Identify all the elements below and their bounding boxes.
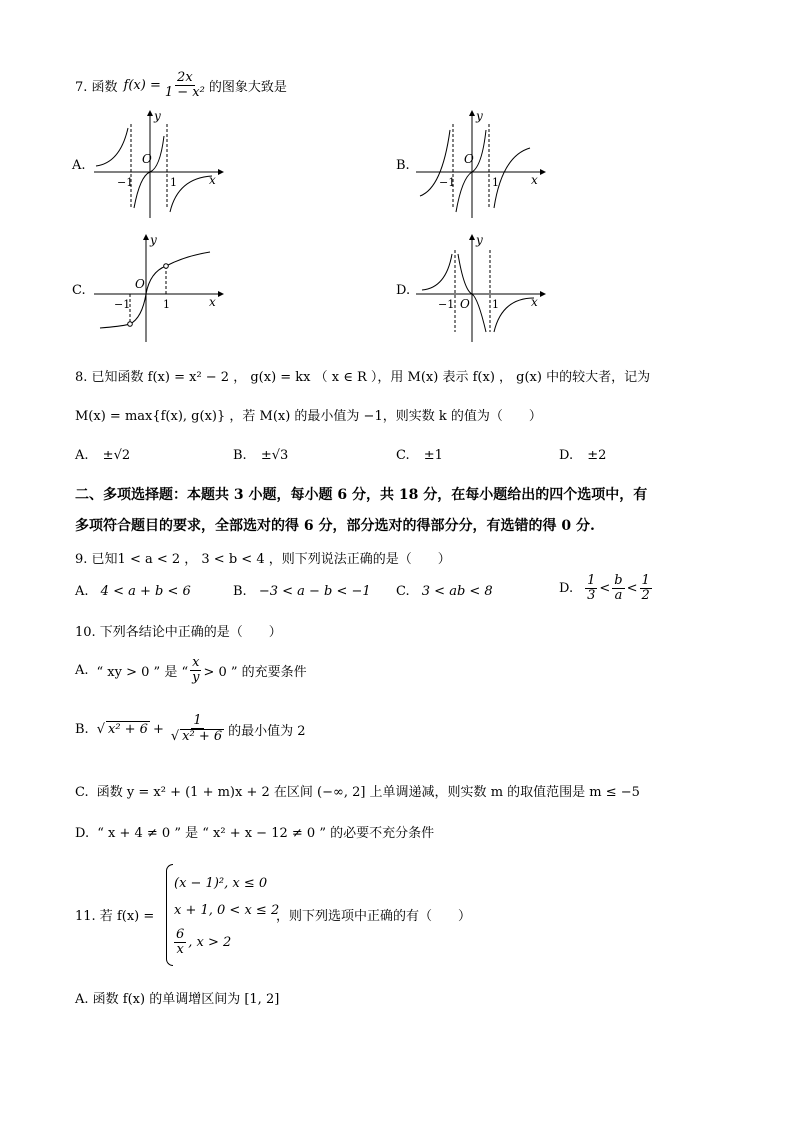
q10-b-frac-num: 1 — [193, 713, 202, 728]
section2-heading-line2: 多项符合题目的要求，全部选对的得 6 分，部分选对的得部分分，有选错的得 0 分. — [75, 518, 595, 534]
q8-option-b-label: B. — [233, 448, 247, 463]
q9-d-frac1 — [585, 574, 597, 603]
q9-option-a-label: A. — [75, 584, 89, 599]
q7-d-tick-neg: −1 — [438, 298, 455, 311]
q9-d-frac3 — [640, 574, 652, 603]
q10-option-c[interactable] — [75, 781, 640, 800]
q10-b-plus: + — [152, 721, 164, 737]
q7-b-origin: O — [464, 152, 474, 166]
q10-a-label: A. — [75, 663, 89, 678]
q7-f-lhs: f(x) = — [123, 77, 161, 93]
q10-c-text: 函数 y = x² + (1 + m)x + 2 在区间 (−∞, 2] 上单调递减，则实数 m 的取值范围是 m ≤ −5 — [96, 785, 640, 800]
section2-heading-line1: 二、多项选择题：本题共 3 小题，每小题 6 分，共 18 分，在每小题给出的四个选项中，有 — [75, 487, 648, 503]
q7-prefix: 7. 函数 — [75, 79, 118, 95]
q8-option-a[interactable] — [75, 448, 130, 463]
q7-graph-b — [412, 108, 547, 220]
q11-case3-frac — [174, 928, 186, 957]
q7-fraction — [163, 71, 207, 100]
q11-case2: x + 1, 0 < x ≤ 2 — [174, 903, 280, 918]
q7-graph-d — [412, 232, 547, 344]
q10-a-frac — [190, 656, 201, 685]
q9-option-d[interactable] — [559, 574, 654, 603]
q7-b-tick-pos: 1 — [492, 176, 499, 189]
q10-b-frac — [169, 714, 226, 744]
q9-option-c-text: 3 < ab < 8 — [421, 584, 493, 599]
q8-option-d[interactable] — [559, 448, 606, 463]
q7-d-x-axis-label: x — [531, 295, 538, 309]
q7-b-y-axis-label: y — [476, 109, 483, 123]
q10-b-frac-den: x² + 6 — [182, 729, 223, 744]
q7-stem — [75, 68, 287, 102]
q7-a-x-axis-label: x — [209, 173, 216, 187]
q9-d-frac1-num: 1 — [587, 573, 596, 588]
q7-option-b-label[interactable]: B. — [396, 158, 410, 173]
q8-stem-line1: 8. 已知函数 f(x) = x² − 2 ， g(x) = kx （ x ∈ R ），用 M(x) 表示 f(x) ， g(x) 中的较大者，记为 — [75, 370, 651, 385]
q10-a-post: > 0 ” 的充要条件 — [203, 665, 307, 680]
q9-option-b-label: B. — [233, 584, 247, 599]
q9-option-d-label: D. — [559, 581, 574, 596]
q7-a-y-axis-label: y — [154, 109, 161, 123]
q9-option-b-text: −3 < a − b < −1 — [258, 584, 371, 599]
q11-case1: (x − 1)², x ≤ 0 — [174, 876, 268, 891]
q11-case3-cond: , x > 2 — [188, 935, 232, 950]
q10-d-text: “ x + 4 ≠ 0 ” 是 “ x² + x − 12 ≠ 0 ” 的必要不充分条件 — [97, 826, 435, 841]
q9-option-a[interactable] — [75, 584, 191, 599]
q9-option-c[interactable] — [396, 584, 493, 599]
q11-option-a[interactable]: A. 函数 f(x) 的单调增区间为 [1, 2] — [75, 992, 280, 1007]
q9-d-frac2 — [612, 574, 624, 603]
q7-c-x-axis-label: x — [209, 295, 216, 309]
q10-b-sqrt1: x² + 6 — [107, 722, 148, 737]
q7-suffix: 的图象大致是 — [208, 79, 287, 95]
q7-option-d-label[interactable]: D. — [396, 283, 411, 298]
q8-option-d-label: D. — [559, 448, 574, 463]
q9-option-a-text: 4 < a + b < 6 — [100, 584, 191, 599]
q10-c-label: C. — [75, 785, 89, 800]
q9-d-frac3-num: 1 — [641, 573, 650, 588]
q8-option-b-text: ±√3 — [260, 448, 289, 463]
q9-d-frac2-num: b — [614, 573, 623, 588]
q11-suffix: ，则下列选项中正确的有（ ） — [276, 909, 472, 924]
q9-d-frac1-den: 3 — [587, 588, 596, 603]
q10-option-a[interactable] — [75, 656, 307, 685]
q7-a-tick-neg: −1 — [117, 176, 134, 189]
q7-frac-num: 2x — [177, 69, 193, 85]
q8-option-c-label: C. — [396, 448, 410, 463]
q10-a-pre: “ xy > 0 ” 是 “ — [96, 665, 189, 680]
q7-d-y-axis-label: y — [476, 233, 483, 247]
q7-a-origin: O — [142, 152, 152, 166]
q9-d-frac3-den: 2 — [641, 588, 650, 603]
q11-case3-den: x — [176, 942, 184, 957]
q10-option-d[interactable] — [75, 822, 434, 841]
q7-c-tick-pos: 1 — [163, 298, 170, 311]
q11-case3 — [172, 928, 231, 957]
q9-option-c-label: C. — [396, 584, 410, 599]
q8-option-d-text: ±2 — [587, 448, 607, 463]
q10-option-b[interactable] — [75, 714, 306, 744]
q7-option-c-label[interactable]: C. — [72, 283, 86, 298]
q8-stem-line2: M(x) = max{f(x), g(x)} ，若 M(x) 的最小值为 −1，则实数 k 的值为（ ） — [75, 409, 542, 424]
q10-b-post: 的最小值为 2 — [228, 723, 306, 739]
q10-b-label: B. — [75, 721, 89, 737]
q7-option-a-label[interactable]: A. — [72, 158, 86, 173]
q8-option-a-label: A. — [75, 448, 89, 463]
q8-option-c-text: ±1 — [423, 448, 443, 463]
q9-d-frac2-den: a — [614, 588, 623, 603]
q10-b-frac-den-wrap: √ x² + 6 — [170, 729, 223, 744]
q11-prefix: 11. 若 f(x) = — [75, 909, 155, 924]
q8-option-a-text: ±√2 — [102, 448, 131, 463]
q7-c-tick-neg: −1 — [114, 298, 131, 311]
q7-c-origin: O — [135, 277, 145, 291]
q7-graph-a — [90, 108, 225, 220]
q7-graph-c — [90, 232, 225, 344]
q10-b-sqrt-sign: √ — [96, 721, 105, 737]
q10-a-frac-den: y — [192, 670, 200, 685]
q10-d-label: D. — [75, 826, 90, 841]
q7-frac-den: 1 − x² — [164, 84, 205, 100]
q9-d-lt2: < — [626, 581, 638, 596]
q7-d-tick-pos: 1 — [492, 298, 499, 311]
q7-d-origin: O — [460, 297, 470, 311]
q7-a-tick-pos: 1 — [170, 176, 177, 189]
q9-stem: 9. 已知1 < a < 2 ， 3 < b < 4 ，则下列说法正确的是（ ） — [75, 552, 451, 567]
q7-b-tick-neg: −1 — [439, 176, 456, 189]
q11-case3-num: 6 — [176, 927, 185, 942]
q9-d-lt1: < — [599, 581, 611, 596]
q10-stem: 10. 下列各结论中正确的是（ ） — [75, 625, 282, 640]
q9-option-b[interactable] — [233, 584, 371, 599]
q10-a-frac-num: x — [192, 655, 200, 670]
q7-b-x-axis-label: x — [531, 173, 538, 187]
q8-option-c[interactable] — [396, 448, 443, 463]
q7-c-y-axis-label: y — [150, 233, 157, 247]
q8-option-b[interactable] — [233, 448, 288, 463]
